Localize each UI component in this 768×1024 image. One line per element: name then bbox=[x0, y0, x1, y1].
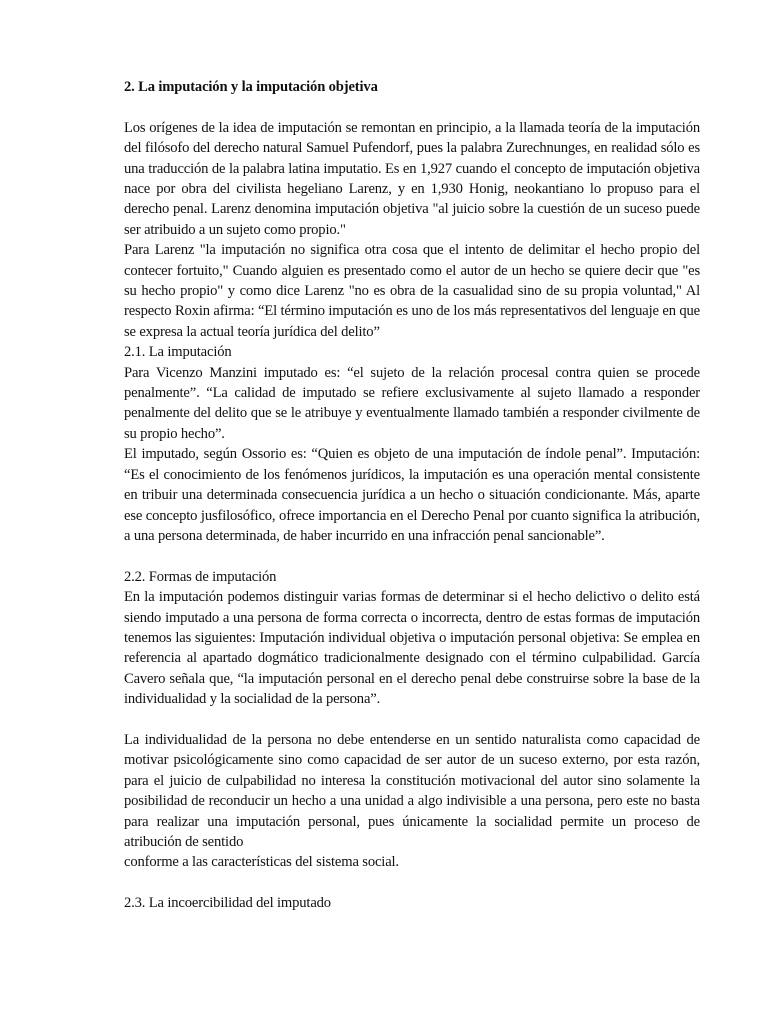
spacer bbox=[124, 546, 700, 566]
subsection-title-2-3: 2.3. La incoercibilidad del imputado bbox=[124, 895, 331, 912]
section-heading: 2. La imputación y la imputación objetiva bbox=[124, 79, 378, 95]
paragraph-formas: En la imputación podemos distinguir varias formas de determinar si el hecho delictivo o delito está siendo imputado a una persona de forma correcta o incorrecta, dentro de estas formas de imputación tenemos las siguientes: Imputación individual objetiva o imputación personal objetiva: Se emplea en referencia al apartado dogmático tradicionalmente designado con el término culpabilidad. García Cavero señala que, “la imputación personal en el derecho penal debe construirse sobre la base de la individualidad y la socialidad de la persona”. bbox=[124, 589, 700, 708]
spacer bbox=[124, 97, 700, 117]
spacer bbox=[124, 710, 700, 730]
subsection-title-2-2: 2.2. Formas de imputación bbox=[124, 568, 277, 585]
subsection-title-2-1: 2.1. La imputación bbox=[124, 344, 232, 361]
paragraph-individualidad-end: conforme a las características del sistema social. bbox=[124, 854, 399, 871]
paragraph-manzini: Para Vicenzo Manzini imputado es: “el sujeto de la relación procesal contra quien se procede penalmente”. “La calidad de imputado se refiere exclusivamente al sujeto llamado a responder penalmente del delito que se le atribuye y eventualmente llamado también a responder civilmente de su propio hecho”. bbox=[124, 364, 700, 442]
paragraph-larenz: Para Larenz "la imputación no significa otra cosa que el intento de delimitar el hecho propio del contecer fortuito," Cuando alguien es presentado como el autor de un hecho se quiere decir que "es su hecho propio" y como dice Larenz "no es obra de la casualidad sino de su propia voluntad," Al respecto Roxin afirma: “El término imputación es uno de los más representativos del lenguaje en que se expresa la actual teoría jurídica del delito” bbox=[124, 242, 700, 340]
spacer bbox=[124, 873, 700, 893]
paragraph-origins: Los orígenes de la idea de imputación se remontan en principio, a la llamada teoría de la imputación del filósofo del derecho natural Samuel Pufendorf, pues la palabra Zurechnunges, en realidad sólo es una traducción de la palabra latina imputatio. Es en 1,927 cuando el concepto de imputación objetiva nace por obra del civilista hegeliano Larenz, y en 1,930 Honig, neokantiano lo propuso para el derecho penal. Larenz denomina imputación objetiva "al juicio sobre la cuestión de un suceso puede ser atribuido a un sujeto como propio." bbox=[124, 119, 700, 238]
document-page bbox=[124, 76, 700, 914]
paragraph-ossorio: El imputado, según Ossorio es: “Quien es objeto de una imputación de índole penal”. Imputación: “Es el conocimiento de los fenómenos jurídicos, la imputación es una operación mental consistente en tribuir una determinada consecuencia jurídica a un hecho o situación condicionante. Más, aparte ese concepto jusfilosófico, ofrece importancia en el Derecho Penal por cuanto significa la atribución, a una persona determinada, de haber incurrido en una infracción penal sancionable”. bbox=[124, 446, 700, 544]
paragraph-individualidad: La individualidad de la persona no debe entenderse en un sentido naturalista como capacidad de motivar psicológicamente sino como capacidad de ser autor de un suceso externo, por esta razón, para el juicio de culpabilidad no interesa la constitución motivacional del autor sino solamente la posibilidad de reconducir un hecho a una unidad a algo indivisible a una persona, pero este no basta para realizar una imputación personal, pues únicamente la socialidad permite un proceso de atribución de sentido bbox=[124, 731, 700, 850]
